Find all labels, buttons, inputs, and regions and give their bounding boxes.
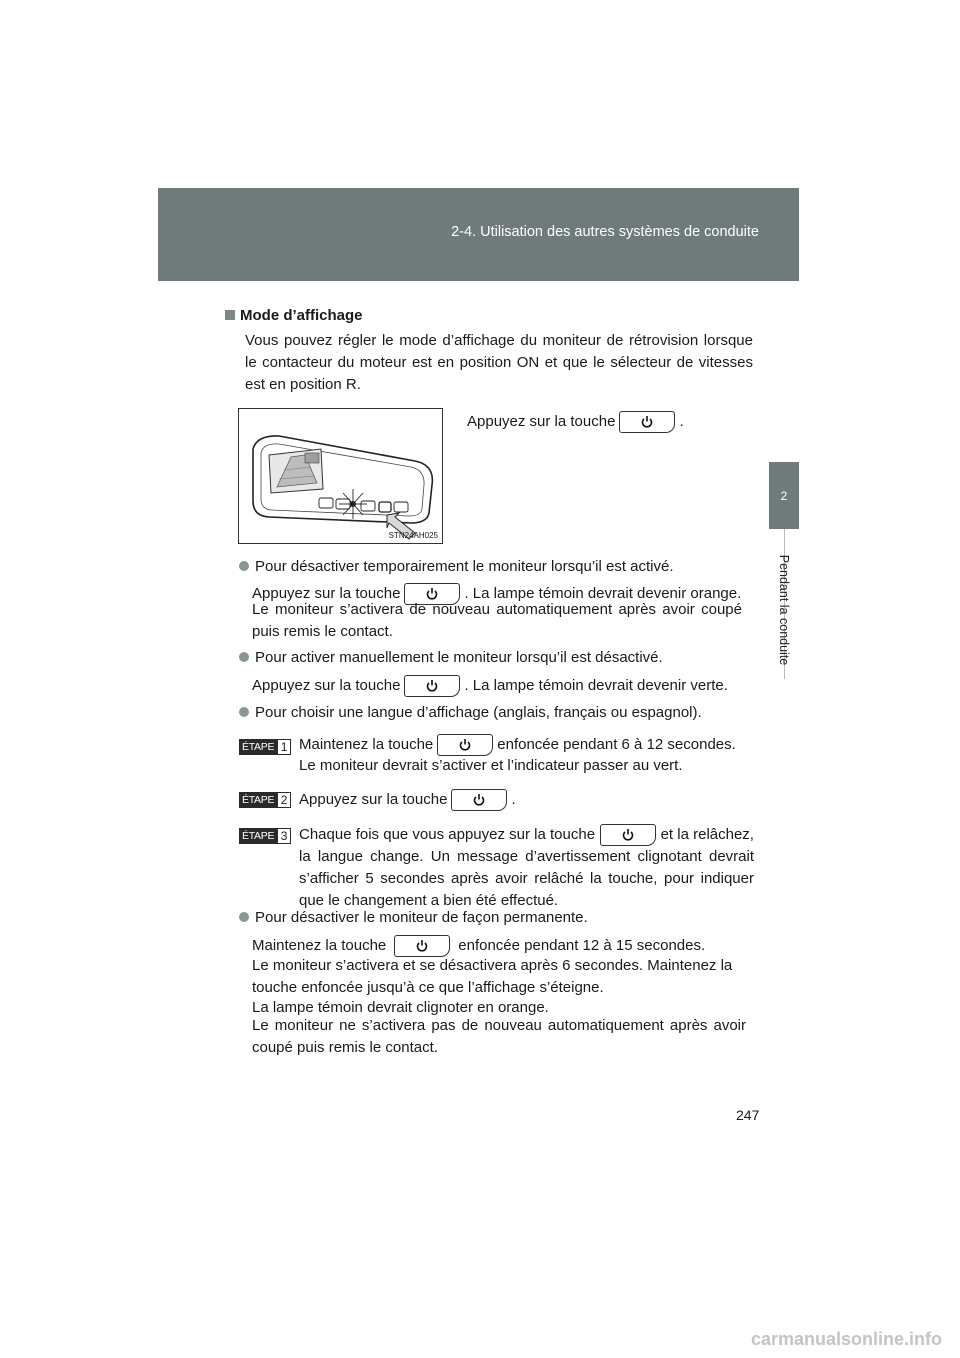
header-title: 2-4. Utilisation des autres systèmes de conduite [451, 224, 759, 240]
step-1-instruction: Maintenez la touche enfoncée pendant 6 à 12 secondes. [299, 734, 736, 756]
bullet-2-instruction: Appuyez sur la touche . La lampe témoin devrait devenir verte. [252, 675, 728, 697]
bullet-4-title: Pour désactiver le moniteur de façon permanente. [239, 907, 588, 929]
power-key [619, 411, 675, 433]
power-icon [622, 828, 634, 841]
power-key [600, 824, 656, 846]
step-3-instruction: Chaque fois que vous appuyez sur la touche et la relâchez, [299, 824, 754, 846]
power-key [404, 675, 460, 697]
power-icon [473, 793, 485, 806]
bullet-4-rest-2: La lampe témoin devrait clignoter en orange. [252, 999, 549, 1016]
power-key [451, 789, 507, 811]
bullet-4-instruction: Maintenez la touche enfoncée pendant 12 à 15 secondes. [252, 935, 705, 957]
bullet-icon [239, 561, 249, 571]
section-title: Mode d’affichage [225, 307, 363, 324]
bullet-1-title: Pour désactiver temporairement le moniteur lorsqu’il est activé. [239, 556, 674, 578]
bullet-icon [239, 652, 249, 662]
step-3-badge: ÉTAPE 3 [239, 828, 291, 844]
bullet-2-title: Pour activer manuellement le moniteur lorsqu’il est désactivé. [239, 647, 663, 669]
figure-caption: Appuyez sur la touche . [467, 411, 684, 433]
section-intro: Vous pouvez régler le mode d’affichage du moniteur de rétrovision lorsque le contacteur du moteur est en position ON et que le sélecteur de vitesses est en position R. [245, 332, 753, 393]
step-1-badge: ÉTAPE 1 [239, 739, 291, 755]
page-number: 247 [736, 1107, 760, 1123]
power-icon [459, 738, 471, 751]
figure-code: STN24AH025 [388, 531, 438, 540]
chapter-tab[interactable]: 2 [769, 462, 799, 529]
bullet-4-rest-3: Le moniteur ne s’activera pas de nouveau automatiquement après avoir coupé puis remis le contact. [252, 1017, 746, 1056]
power-key [437, 734, 493, 756]
step-1-rest: Le moniteur devrait s’activer et l’indicateur passer au vert. [299, 757, 683, 774]
bullet-4-rest-1: Le moniteur s’activera et se désactivera après 6 secondes. Maintenez la touche enfoncée jusqu’à ce que l’affichage s’éteigne. [252, 957, 733, 996]
watermark: carmanualsonline.info [750, 1329, 942, 1349]
bullet-icon [239, 912, 249, 922]
power-icon [416, 939, 428, 952]
step-2-instruction: Appuyez sur la touche . [299, 789, 516, 811]
bullet-1-rest: Le moniteur s’activera de nouveau automatiquement après avoir coupé puis remis le contact. [252, 601, 742, 640]
step-3-rest: la langue change. Un message d’avertissement clignotant devrait s’afficher 5 secondes après avoir relâché la touche, pour indiquer que le changement a bien été effectué. [299, 848, 754, 909]
power-icon [426, 679, 438, 692]
rearview-mirror-illustration [239, 409, 442, 543]
chapter-side-label: Pendant la conduite [777, 554, 791, 666]
bullet-icon [239, 707, 249, 717]
bullet-1-instruction: Appuyez sur la touche . La lampe témoin devrait devenir orange. [252, 583, 741, 605]
step-2-badge: ÉTAPE 2 [239, 792, 291, 808]
power-key [394, 935, 450, 957]
square-bullet-icon [225, 310, 235, 320]
bullet-3-title: Pour choisir une langue d’affichage (anglais, français ou espagnol). [239, 702, 702, 724]
power-icon [641, 415, 653, 428]
chapter-header [158, 188, 799, 281]
mirror-figure [238, 408, 443, 544]
